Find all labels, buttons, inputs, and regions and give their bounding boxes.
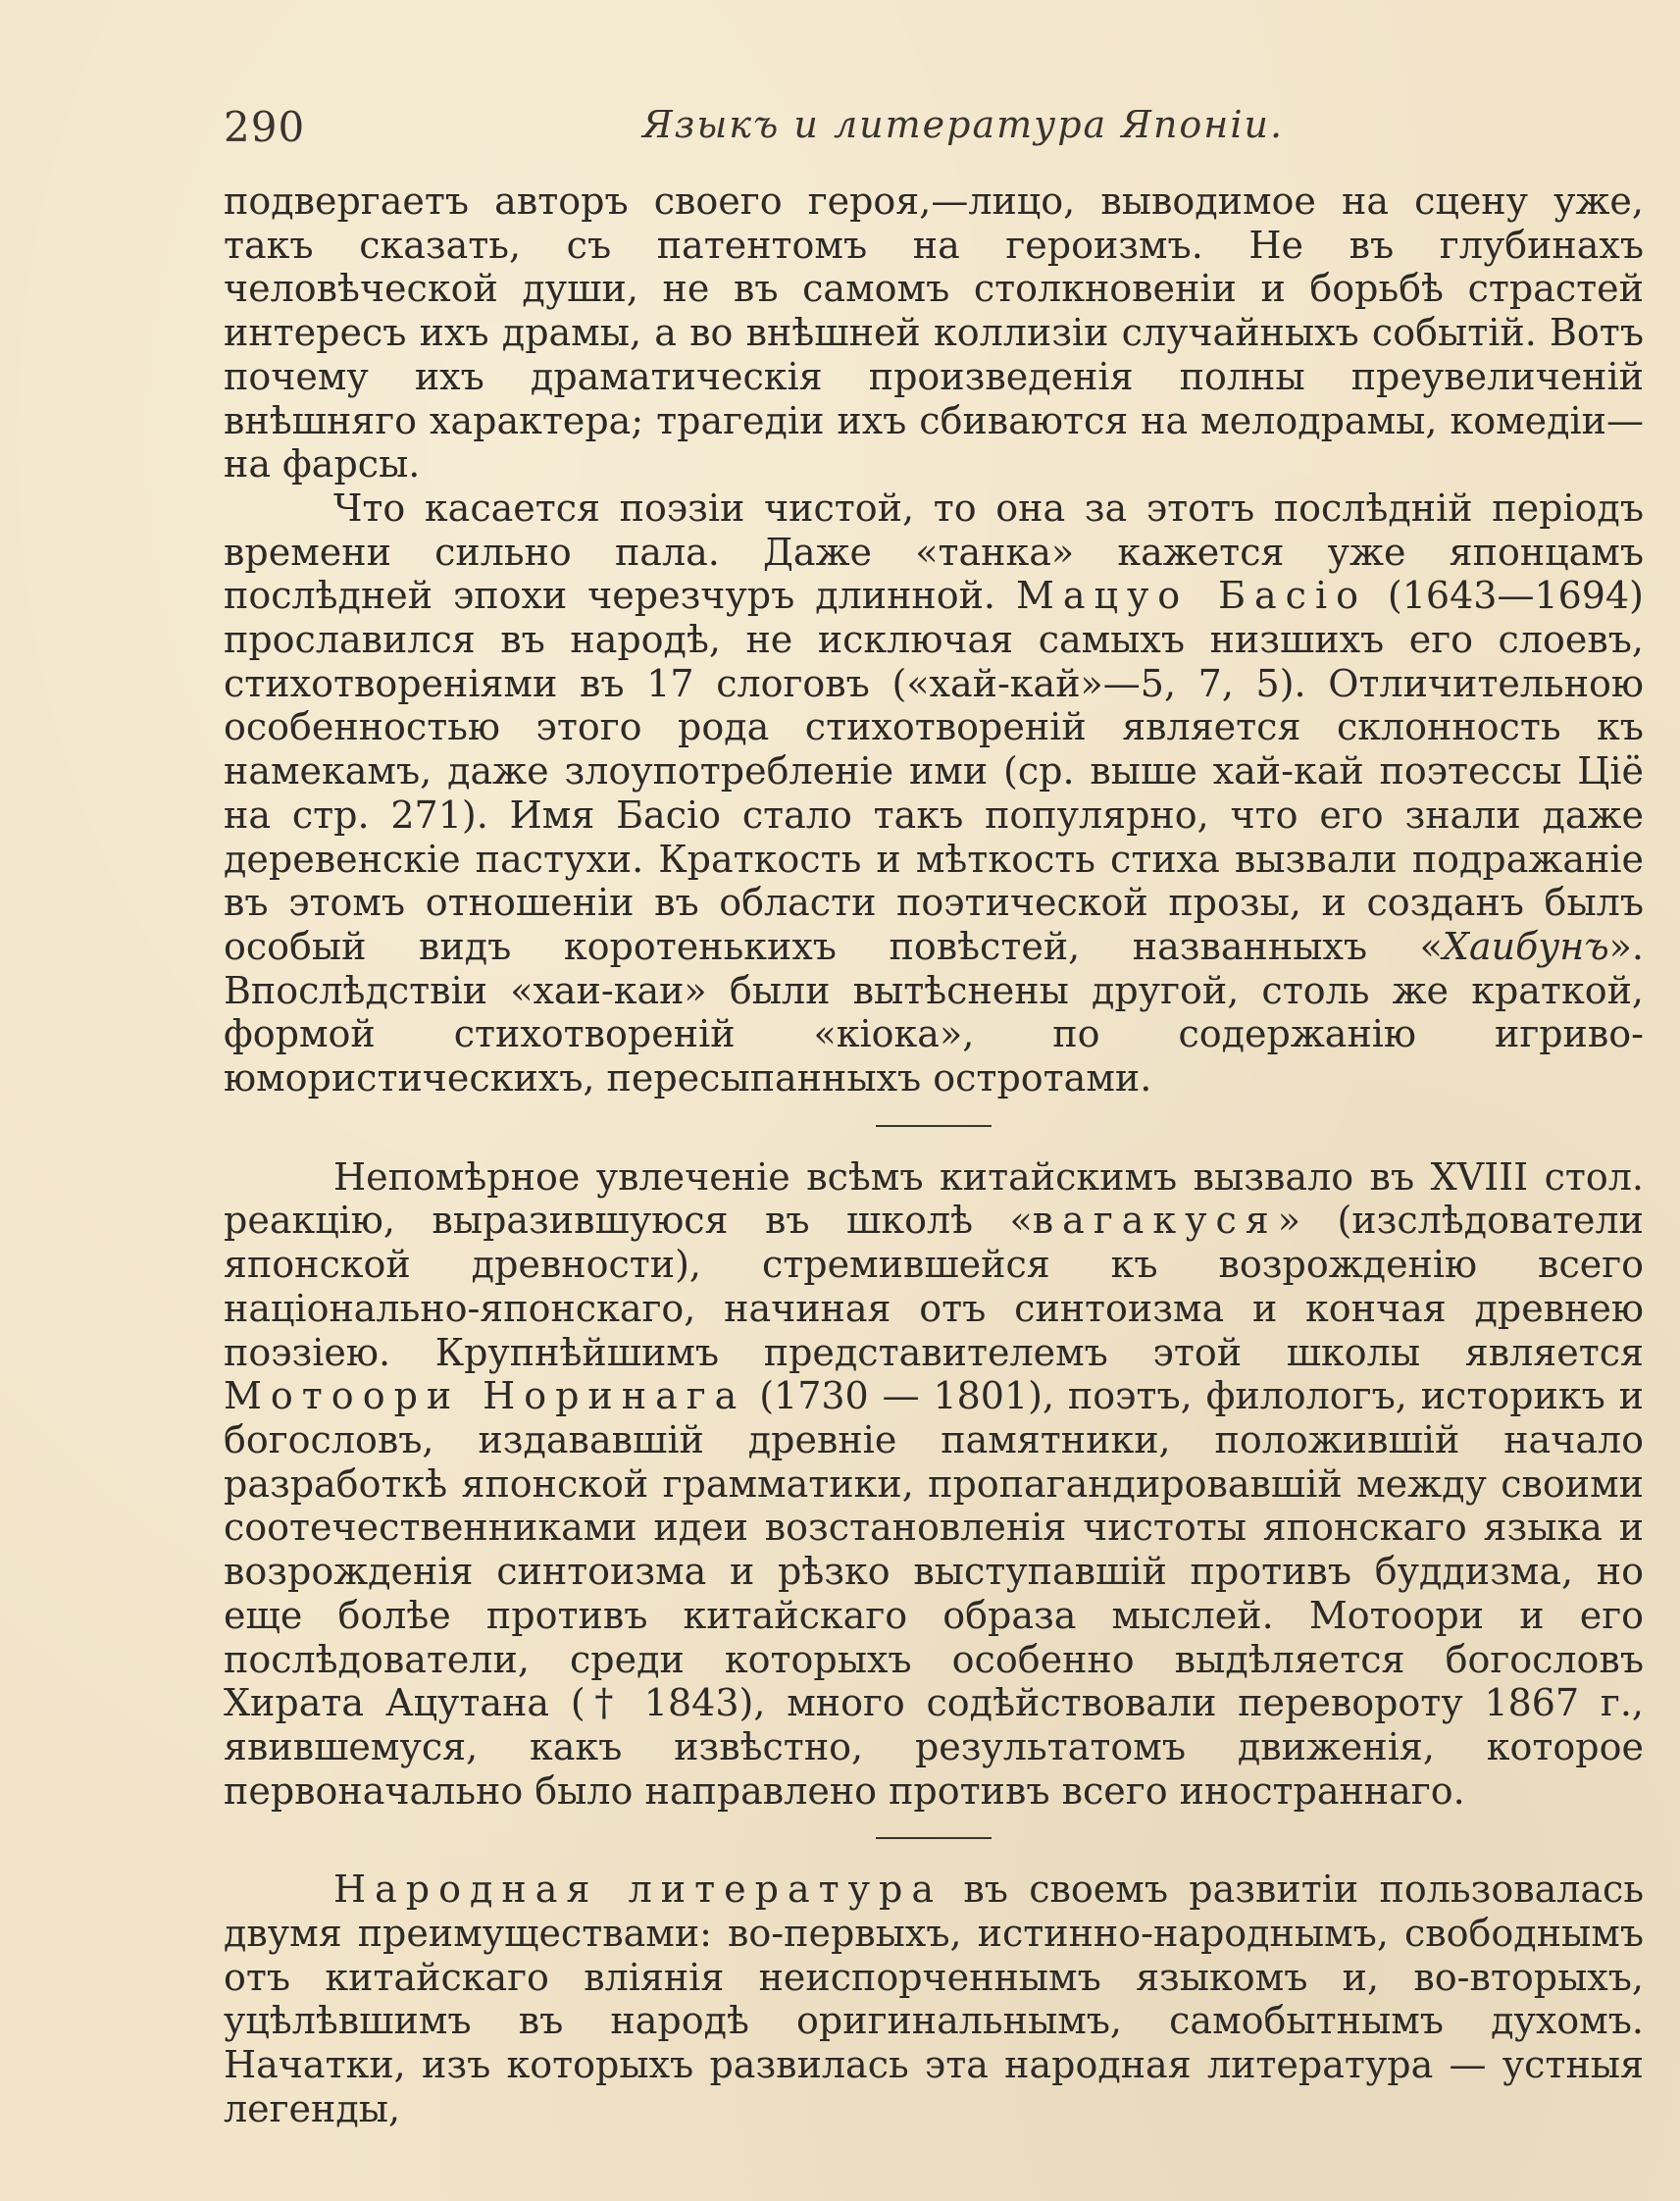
term-haibun: Хаибунъ <box>1442 924 1609 968</box>
paragraph-3-text-b: » (изслѣдователи японской древности), стремившейся къ возрожденію всего національно-японскаго, начиная отъ синтоизма и кончая древнею поэзіею. Крупнѣйшимъ представителемъ этой школы является <box>224 1199 1644 1374</box>
running-head: Языкъ и литература Японіи. <box>641 103 1285 146</box>
paragraph-4-text: въ своемъ развитіи пользовалась двумя преимуществами: во-первыхъ, истинно-народнымъ, свободнымъ отъ китайскаго вліянія неиспорченнымъ языкомъ и, во-вторыхъ, уцѣлѣвшимъ въ народѣ оригинальнымъ, самобытнымъ духомъ. Начатки, изъ которыхъ развилась эта народная литература — устныя легенды, <box>224 1868 1645 2130</box>
paragraph-2-text-c: ». Впослѣдствіи «хаи-каи» были вытѣснены другой, столь же краткой, формой стихотвореній «кіока», по содержанію игриво-юмористическихъ, пересыпанныхъ остротами. <box>224 924 1644 1100</box>
paragraph-1-text: подвергаетъ авторъ своего героя,—лицо, выводимое на сцену уже, такъ сказать, съ патентомъ на героизмъ. Не въ глубинахъ человѣческой души, не въ самомъ столкновеніи и борьбѣ страстей интересъ ихъ драмы, а во внѣшней коллизіи случайныхъ событій. Вотъ почему ихъ драматическія произведенія полны преувеличеній внѣшняго характера; трагедіи ихъ сбиваются на мелодрамы, комедіи—на фарсы. <box>224 179 1644 486</box>
paragraph-3-text-c: (1730 — 1801), поэтъ, филологъ, историкъ и богословъ, издававшій древніе памятники, положившій начало разработкѣ японской грамматики, пропагандировавшій между своими соотечественниками идеи возстановленія чистоты японскаго языка и возрожденія синтоизма и рѣзко выступавшій противъ буддизма, но еще болѣе противъ китайскаго образа мыслей. Мотоори и его послѣдователи, среди которыхъ особенно выдѣляется богословъ Хирата Ацутана († 1843), много содѣйствовали перевороту 1867 г., явившемуся, какъ извѣстно, результатомъ движенія, которое первоначально было направлено противъ всего иностраннаго. <box>224 1374 1644 1813</box>
paragraph-3-text-a: Непомѣрное увлеченіе всѣмъ китайскимъ вызвало въ XVIII стол. реакцію, выразившуюся въ школѣ « <box>224 1154 1644 1243</box>
paragraph-2 <box>224 486 1644 1100</box>
paragraph-3 <box>224 1155 1644 1814</box>
section-divider <box>876 1837 992 1839</box>
paragraph-4 <box>224 1868 1644 2130</box>
name-motoori-norinaga: Мотоори Норинага <box>224 1374 746 1418</box>
page-number: 290 <box>224 103 306 151</box>
book-page <box>224 103 1644 2163</box>
paragraph-2-text-b: (1643—1694) прославился въ народѣ, не исключая самыхъ низшихъ его слоевъ, стихотвореніями въ 17 слоговъ («хай-кай»—5, 7, 5). Отличительною особенностью этого рода стихотвореній является склонность къ намекамъ, даже злоупотребленіе ими (ср. выше хай-кай поэтессы Ціё на стр. 271). Имя Басіо стало такъ популярно, что его знали даже деревенскіе пастухи. Краткость и мѣткость стиха вызвали подражаніе въ этомъ отношеніи въ области поэтической прозы, и созданъ былъ особый видъ коротенькихъ повѣстей, названныхъ « <box>224 574 1644 968</box>
lead-folk-literature: Народная литература <box>333 1868 942 1912</box>
section-divider <box>876 1125 992 1127</box>
school-wagakusha: вагакуся <box>1032 1199 1278 1243</box>
name-matsuo-basho: Мацуо Басіо <box>1015 574 1367 618</box>
paragraph-1 <box>224 179 1644 486</box>
paragraph-2-text-a: Что касается поэзіи чистой, то она за этотъ послѣдній періодъ времени сильно пала. Даже «танка» кажется уже японцамъ послѣдней эпохи черезчуръ длинной. <box>224 486 1644 618</box>
page-header <box>224 103 1644 158</box>
body-text <box>224 179 1644 2131</box>
